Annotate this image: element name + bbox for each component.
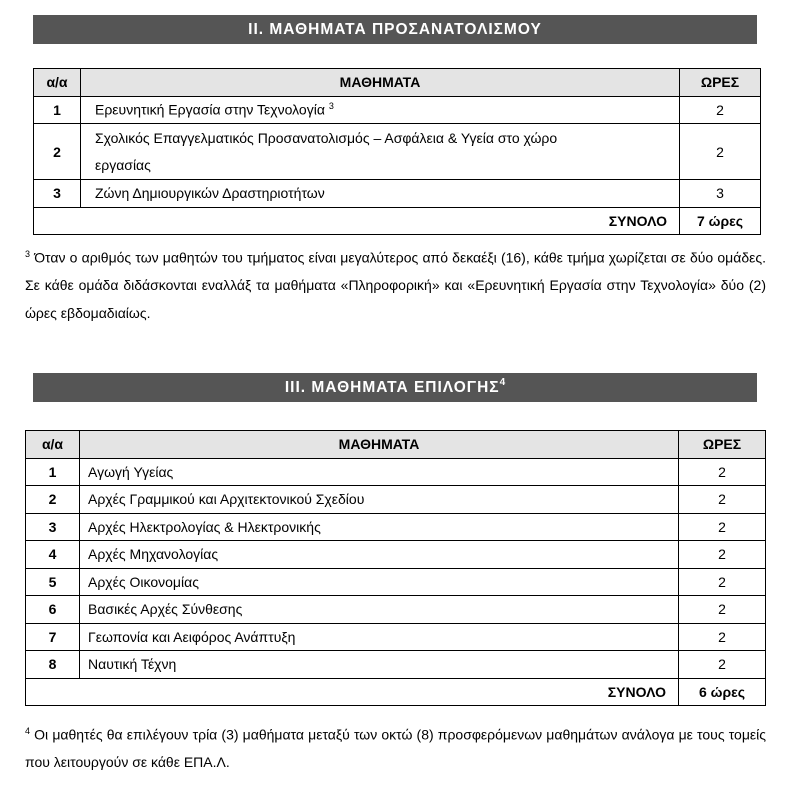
footnote-4 <box>25 718 766 777</box>
row-hours: 2 <box>679 541 766 569</box>
row-num: 1 <box>26 458 80 486</box>
row-course-name: Βασικές Αρχές Σύνθεσης <box>80 596 679 624</box>
table-row <box>26 513 766 541</box>
table-row <box>34 180 761 208</box>
row-num: 4 <box>26 541 80 569</box>
header-course: ΜΑΘΗΜΑΤΑ <box>81 69 680 97</box>
total-row <box>34 207 761 235</box>
orientation-courses-table <box>33 68 761 235</box>
footnote-marker: 4 <box>25 726 31 736</box>
table-row <box>34 124 761 180</box>
row-course-name: Αρχές Γραμμικού και Αρχιτεκτονικού Σχεδίου <box>80 486 679 514</box>
table-row <box>26 568 766 596</box>
footnote-text: Όταν ο αριθμός των μαθητών του τμήματος είναι μεγαλύτερος από δεκαέξι (16), κάθε τμήμα χωρίζεται σε δύο ομάδες. Σε κάθε ομάδα διδάσκονται εναλλάξ τα μαθήματα «Πληροφορική» και «Ερευνητική Εργασία στην Τεχνολογία» δύο (2) ώρες εβδομαδιαίως. <box>25 249 766 321</box>
row-num: 7 <box>26 623 80 651</box>
row-course-name: Αγωγή Υγείας <box>80 458 679 486</box>
row-num: 1 <box>34 96 81 124</box>
table-row <box>26 486 766 514</box>
footnote-text: Οι μαθητές θα επιλέγουν τρία (3) μαθήματα μεταξύ των οκτώ (8) προσφερόμενων μαθημάτων ανάλογα με τους τομείς που λειτουργούν σε κάθε ΕΠΑ.Λ. <box>25 726 767 771</box>
row-num: 2 <box>26 486 80 514</box>
row-hours: 2 <box>679 513 766 541</box>
row-course-name <box>81 96 680 124</box>
footnote-3 <box>25 241 766 327</box>
row-hours: 2 <box>680 124 761 180</box>
table-row <box>26 541 766 569</box>
header-course: ΜΑΘΗΜΑΤΑ <box>80 431 679 459</box>
footnote-ref: 3 <box>328 101 334 112</box>
title-footnote-ref: 4 <box>499 376 506 388</box>
header-hours: ΩΡΕΣ <box>680 69 761 97</box>
row-hours: 2 <box>680 96 761 124</box>
total-row <box>26 678 766 706</box>
row-hours: 2 <box>679 623 766 651</box>
section-ii-title <box>33 15 757 44</box>
row-num: 3 <box>34 180 81 208</box>
course-name-line1: Σχολικός Επαγγελματικός Προσανατολισμός – Ασφάλεια & Υγεία στο χώρο <box>95 129 558 146</box>
row-course-name: Ναυτική Τέχνη <box>80 651 679 679</box>
total-value: 7 ώρες <box>680 207 761 235</box>
row-course-name: Αρχές Οικονομίας <box>80 568 679 596</box>
header-num: α/α <box>34 69 81 97</box>
row-hours: 3 <box>680 180 761 208</box>
row-course-name <box>81 124 680 180</box>
row-num: 3 <box>26 513 80 541</box>
section-ii-title-text: II. ΜΑΘΗΜΑΤΑ ΠΡΟΣΑΝΑΤΟΛΙΣΜΟΥ <box>248 21 542 38</box>
row-course-name: Αρχές Μηχανολογίας <box>80 541 679 569</box>
table-row <box>26 651 766 679</box>
section-iii-title-text: ΙΙΙ. ΜΑΘΗΜΑΤΑ ΕΠΙΛΟΓΗΣ <box>284 379 500 396</box>
table-row <box>26 458 766 486</box>
table-row <box>34 96 761 124</box>
elective-courses-table <box>25 430 766 706</box>
row-num: 8 <box>26 651 80 679</box>
table-row <box>26 623 766 651</box>
table-row <box>26 596 766 624</box>
row-hours: 2 <box>679 486 766 514</box>
row-hours: 2 <box>679 568 766 596</box>
row-num: 2 <box>34 124 81 180</box>
row-num: 5 <box>26 568 80 596</box>
course-name-line2: εργασίας <box>95 156 151 173</box>
footnote-marker: 3 <box>25 249 31 259</box>
row-course-name: Γεωπονία και Αειφόρος Ανάπτυξη <box>80 623 679 651</box>
table-header-row <box>26 431 766 459</box>
row-hours: 2 <box>679 651 766 679</box>
row-course-name: Αρχές Ηλεκτρολογίας & Ηλεκτρονικής <box>80 513 679 541</box>
row-hours: 2 <box>679 596 766 624</box>
total-label: ΣΥΝΟΛΟ <box>34 207 680 235</box>
total-value: 6 ώρες <box>679 678 766 706</box>
section-iii-title <box>33 373 757 402</box>
header-num: α/α <box>26 431 80 459</box>
row-num: 6 <box>26 596 80 624</box>
header-hours: ΩΡΕΣ <box>679 431 766 459</box>
course-name-text: Ερευνητική Εργασία στην Τεχνολογία <box>95 102 325 119</box>
table-header-row <box>34 69 761 97</box>
row-course-name: Ζώνη Δημιουργικών Δραστηριοτήτων <box>81 180 680 208</box>
total-label: ΣΥΝΟΛΟ <box>26 678 679 706</box>
row-hours: 2 <box>679 458 766 486</box>
